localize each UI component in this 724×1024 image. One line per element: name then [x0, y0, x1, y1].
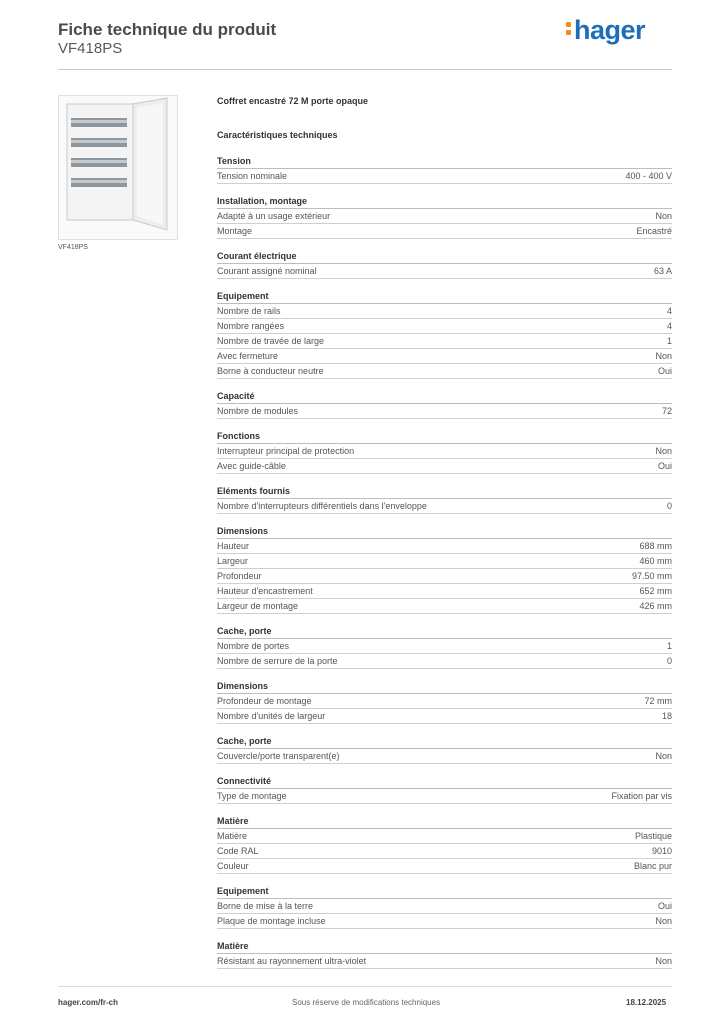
- section-title: Fonctions: [217, 429, 672, 444]
- spec-label: Profondeur: [217, 571, 262, 581]
- spec-value: 72: [661, 406, 672, 416]
- spec-value: 63 A: [653, 266, 672, 276]
- spec-label: Largeur: [217, 556, 249, 566]
- spec-label: Nombre de portes: [217, 641, 290, 651]
- spec-value: Oui: [657, 901, 672, 911]
- spec-row: [217, 349, 672, 364]
- spec-value: 400 - 400 V: [625, 171, 672, 181]
- spec-row: [217, 554, 672, 569]
- spec-value: Non: [655, 351, 672, 361]
- spec-label: Tension nominale: [217, 171, 288, 181]
- spec-value: 4: [666, 321, 672, 331]
- spec-label: Matière: [217, 831, 248, 841]
- spec-value: Encastré: [636, 226, 672, 236]
- spec-value: 688 mm: [639, 541, 672, 551]
- spec-label: Type de montage: [217, 791, 287, 801]
- section-title: Equipement: [217, 289, 672, 304]
- spec-label: Nombre de serrure de la porte: [217, 656, 338, 666]
- document-title: Fiche technique du produit: [58, 20, 277, 39]
- image-caption: VF418PS: [58, 244, 88, 251]
- spec-value: 652 mm: [639, 586, 672, 596]
- spec-label: Courant assigné nominal: [217, 266, 317, 276]
- spec-sections: [217, 154, 672, 969]
- spec-label: Nombre rangées: [217, 321, 285, 331]
- spec-value: 18: [661, 711, 672, 721]
- spec-row: [217, 364, 672, 379]
- spec-value: 1: [666, 641, 672, 651]
- spec-label: Avec fermeture: [217, 351, 278, 361]
- spec-label: Couleur: [217, 861, 249, 871]
- logo-text: hager: [574, 15, 646, 45]
- spec-row: [217, 829, 672, 844]
- spec-value: 460 mm: [639, 556, 672, 566]
- section-title: Tension: [217, 154, 672, 169]
- spec-row: [217, 639, 672, 654]
- spec-row: [217, 709, 672, 724]
- spec-row: [217, 334, 672, 349]
- spec-value: 0: [666, 656, 672, 666]
- spec-row: [217, 459, 672, 474]
- spec-value: 9010: [651, 846, 672, 856]
- logo-dots-icon: [566, 18, 572, 38]
- section-title: Installation, montage: [217, 194, 672, 209]
- footer-date: 18.12.2025: [626, 998, 667, 1007]
- spec-value: 72 mm: [644, 696, 672, 706]
- section-title: Matière: [217, 939, 672, 954]
- spec-label: Profondeur de montage: [217, 696, 312, 706]
- spec-value: Non: [655, 956, 672, 966]
- spec-label: Montage: [217, 226, 253, 236]
- spec-label: Borne à conducteur neutre: [217, 366, 324, 376]
- spec-value: 0: [666, 501, 672, 511]
- characteristics-heading: Caractéristiques techniques: [217, 130, 338, 140]
- section-title: Capacité: [217, 389, 672, 404]
- spec-row: [217, 539, 672, 554]
- spec-row: [217, 584, 672, 599]
- spec-value: Fixation par vis: [611, 791, 672, 801]
- section-title: Courant électrique: [217, 249, 672, 264]
- section-title: Eléments fournis: [217, 484, 672, 499]
- header-divider: [58, 69, 672, 70]
- spec-label: Interrupteur principal de protection: [217, 446, 355, 456]
- spec-label: Borne de mise à la terre: [217, 901, 314, 911]
- footer-divider: [58, 986, 672, 987]
- spec-label: Largeur de montage: [217, 601, 299, 611]
- spec-row: [217, 749, 672, 764]
- spec-value: Plastique: [634, 831, 672, 841]
- spec-row: [217, 209, 672, 224]
- footer-disclaimer: Sous réserve de modifications techniques: [292, 998, 441, 1007]
- spec-row: [217, 444, 672, 459]
- distribution-box-icon: [59, 96, 177, 239]
- spec-row: [217, 789, 672, 804]
- spec-row: [217, 499, 672, 514]
- spec-row: [217, 954, 672, 969]
- spec-label: Résistant au rayonnement ultra-violet: [217, 956, 367, 966]
- spec-row: [217, 899, 672, 914]
- spec-label: Code RAL: [217, 846, 259, 856]
- spec-label: Hauteur d'encastrement: [217, 586, 313, 596]
- section-title: Connectivité: [217, 774, 672, 789]
- spec-row: [217, 304, 672, 319]
- product-name: Coffret encastré 72 M porte opaque: [217, 96, 369, 106]
- spec-label: Nombre de rails: [217, 306, 281, 316]
- spec-row: [217, 264, 672, 279]
- spec-value: Oui: [657, 366, 672, 376]
- spec-label: Adapté à un usage extérieur: [217, 211, 331, 221]
- spec-label: Nombre d'unités de largeur: [217, 711, 326, 721]
- section-title: Cache, porte: [217, 734, 672, 749]
- spec-value: Non: [655, 446, 672, 456]
- spec-row: [217, 569, 672, 584]
- spec-content: [217, 96, 672, 969]
- spec-row: [217, 599, 672, 614]
- spec-value: 1: [666, 336, 672, 346]
- section-title: Matière: [217, 814, 672, 829]
- spec-label: Avec guide-câble: [217, 461, 286, 471]
- spec-value: Non: [655, 751, 672, 761]
- spec-row: [217, 654, 672, 669]
- spec-label: Couvercle/porte transparent(e): [217, 751, 340, 761]
- spec-row: [217, 914, 672, 929]
- section-title: Cache, porte: [217, 624, 672, 639]
- spec-value: Oui: [657, 461, 672, 471]
- spec-row: [217, 844, 672, 859]
- hager-logo: [566, 15, 645, 46]
- section-title: Equipement: [217, 884, 672, 899]
- spec-label: Hauteur: [217, 541, 250, 551]
- product-image: [58, 95, 178, 240]
- spec-row: [217, 404, 672, 419]
- section-title: Dimensions: [217, 679, 672, 694]
- spec-value: 426 mm: [639, 601, 672, 611]
- spec-row: [217, 169, 672, 184]
- spec-label: Nombre de modules: [217, 406, 299, 416]
- spec-value: Non: [655, 916, 672, 926]
- spec-row: [217, 859, 672, 874]
- spec-value: Blanc pur: [633, 861, 672, 871]
- spec-row: [217, 224, 672, 239]
- spec-row: [217, 319, 672, 334]
- spec-label: Nombre d'interrupteurs différentiels dans l'enveloppe: [217, 501, 427, 511]
- spec-label: Plaque de montage incluse: [217, 916, 326, 926]
- footer-website: hager.com/fr-ch: [58, 998, 119, 1007]
- product-reference: VF418PS: [58, 40, 123, 57]
- spec-value: 97.50 mm: [631, 571, 672, 581]
- spec-value: 4: [666, 306, 672, 316]
- spec-value: Non: [655, 211, 672, 221]
- spec-row: [217, 694, 672, 709]
- section-title: Dimensions: [217, 524, 672, 539]
- spec-label: Nombre de travée de large: [217, 336, 325, 346]
